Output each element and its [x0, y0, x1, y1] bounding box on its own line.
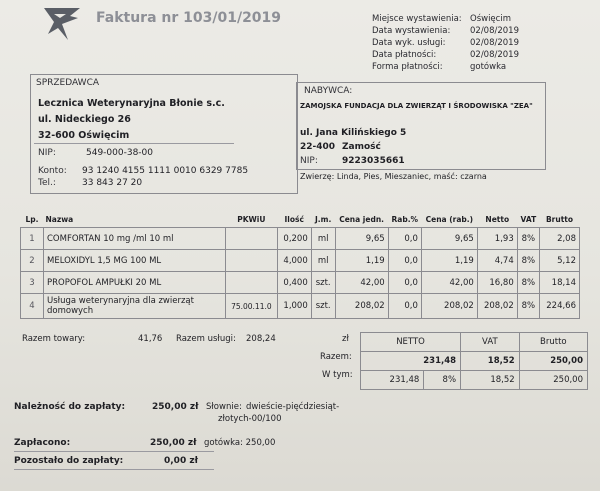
seller-city: 32-600 Oświęcim [38, 130, 130, 141]
seller-name: Lecznica Weterynaryjna Błonie s.c. [38, 98, 225, 109]
summary-header-row [361, 333, 588, 352]
buyer-animal-info: Zwierzę: Linda, Pies, Mieszaniec, maść: czarna [300, 172, 487, 181]
amount-due: 250,00 zł [152, 402, 199, 412]
col-price: Cena jedn. [335, 212, 388, 228]
seller-phone-label: Tel.: [38, 178, 56, 188]
row-price-disc: 9,65 [421, 228, 477, 250]
row-vat: 8% [517, 272, 539, 294]
row-gross: 18,14 [540, 272, 580, 294]
row-discount: 0,0 [388, 294, 421, 319]
row-price: 9,65 [335, 228, 388, 250]
row-price-disc: 1,19 [421, 250, 477, 272]
row-net: 1,93 [477, 228, 517, 250]
row-price-disc: 208,02 [421, 294, 477, 319]
seller-account-label: Konto: [38, 166, 67, 176]
paid-label: Zapłacono: [14, 438, 71, 448]
row-unit: ml [311, 228, 335, 250]
row-discount: 0,0 [388, 272, 421, 294]
buyer-nip-label: NIP: [300, 156, 318, 166]
row-lp: 4 [21, 294, 44, 319]
buyer-street: ul. Jana Kilińskiego 5 [300, 128, 407, 138]
summary-incl-row [361, 371, 588, 390]
row-lp: 2 [21, 250, 44, 272]
amount-words: dwieście-pięćdziesiąt- [246, 402, 340, 412]
seller-account: 93 1240 4155 1111 0010 6329 7785 [82, 166, 249, 176]
buyer-nip: 9223035661 [342, 156, 405, 166]
row-name-line1: Usługa weterynaryjna dla zwierząt [47, 296, 194, 306]
remaining-underline [14, 469, 214, 470]
seller-phone: 33 843 27 20 [82, 178, 143, 188]
paid-amount: 250,00 zł [150, 438, 197, 448]
meta-value-payment-form: gotówka [470, 62, 507, 72]
row-name: MELOXIDYL 1,5 MG 100 ML [44, 250, 226, 272]
meta-label-place: Miejsce wystawienia: [372, 14, 462, 24]
row-price: 1,19 [335, 250, 388, 272]
summary-incl-net: 231,48 [361, 371, 424, 390]
row-name [44, 294, 226, 319]
services-total-label: Razem usługi: [176, 334, 236, 344]
buyer-name: ZAMOJSKA FUNDACJA DLA ZWIERZĄT I ŚRODOWISKA "ZEA" [300, 102, 533, 110]
services-total: 208,24 [246, 334, 276, 344]
meta-value-service-date: 02/08/2019 [470, 38, 519, 48]
table-row [21, 294, 580, 319]
buyer-city: Zamość [342, 142, 381, 152]
row-qty: 0,400 [277, 272, 311, 294]
currency-label: zł [342, 334, 349, 344]
row-price: 208,02 [335, 294, 388, 319]
seller-heading: SPRZEDAWCA [36, 78, 100, 88]
row-qty: 0,200 [277, 228, 311, 250]
row-pkwiu [226, 228, 278, 250]
row-lp: 3 [21, 272, 44, 294]
summary-total-row [361, 352, 588, 371]
meta-value-place: Oświęcim [470, 14, 511, 24]
table-row [21, 228, 580, 250]
summary-col-vat: VAT [461, 333, 520, 352]
goods-total: 41,76 [138, 334, 163, 344]
row-gross: 2,08 [540, 228, 580, 250]
col-name: Nazwa [44, 212, 226, 228]
summary-col-net: NETTO [361, 333, 461, 352]
col-price-disc: Cena (rab.) [421, 212, 477, 228]
meta-value-payment-date: 02/08/2019 [470, 50, 519, 60]
row-gross: 224,66 [540, 294, 580, 319]
row-price: 42,00 [335, 272, 388, 294]
row-qty: 4,000 [277, 250, 311, 272]
meta-value-issue-date: 02/08/2019 [470, 26, 519, 36]
summary-incl-label: W tym: [322, 370, 353, 380]
row-discount: 0,0 [388, 228, 421, 250]
goods-total-label: Razem towary: [22, 334, 86, 344]
invoice-title: Faktura nr 103/01/2019 [96, 10, 282, 26]
table-row [21, 250, 580, 272]
summary-incl-vat: 18,52 [461, 371, 520, 390]
row-unit: szt. [311, 272, 335, 294]
row-price-disc: 42,00 [421, 272, 477, 294]
summary-incl-gross: 250,00 [519, 371, 587, 390]
row-vat: 8% [517, 294, 539, 319]
seller-nip: 549-000-38-00 [86, 148, 154, 158]
summary-total-label: Razem: [320, 352, 352, 362]
buyer-heading: NABYWCA: [304, 86, 353, 96]
paid-detail: gotówka: 250,00 [204, 438, 276, 448]
row-name: PROPOFOL AMPUŁKI 20 ML [44, 272, 226, 294]
row-net: 16,80 [477, 272, 517, 294]
row-net: 208,02 [477, 294, 517, 319]
row-name: COMFORTAN 10 mg /ml 10 ml [44, 228, 226, 250]
summary-total-gross: 250,00 [519, 352, 587, 371]
row-net: 4,74 [477, 250, 517, 272]
col-gross: Brutto [540, 212, 580, 228]
col-vat: VAT [517, 212, 539, 228]
remaining-amount: 0,00 zł [164, 456, 198, 466]
seller-nip-label: NIP: [38, 148, 56, 158]
row-vat: 8% [517, 250, 539, 272]
summary-total-net: 231,48 [361, 352, 461, 371]
meta-label-issue-date: Data wystawienia: [372, 26, 451, 36]
row-discount: 0,0 [388, 250, 421, 272]
amount-due-label: Należność do zapłaty: [14, 402, 126, 412]
row-gross: 5,12 [540, 250, 580, 272]
amount-words-label: Słownie: [206, 402, 242, 412]
items-header-row [21, 212, 580, 228]
paid-underline [14, 451, 214, 452]
amount-words-line2: złotych-00/100 [218, 414, 282, 424]
row-name-line2: domowych [47, 306, 94, 316]
summary-total-vat: 18,52 [461, 352, 520, 371]
meta-label-service-date: Data wyk. usługi: [372, 38, 446, 48]
meta-label-payment-date: Data płatności: [372, 50, 437, 60]
col-pkwiu: PKWiU [226, 212, 278, 228]
seller-street: ul. Nideckiego 26 [38, 114, 131, 125]
col-unit: J.m. [311, 212, 335, 228]
row-pkwiu: 75.00.11.0 [226, 294, 278, 319]
row-lp: 1 [21, 228, 44, 250]
table-row [21, 272, 580, 294]
col-discount: Rab.% [388, 212, 421, 228]
row-vat: 8% [517, 228, 539, 250]
col-qty: Ilość [277, 212, 311, 228]
buyer-postal-code: 22-400 [300, 142, 336, 152]
vat-summary-table [360, 332, 588, 390]
row-pkwiu [226, 272, 278, 294]
bird-logo-icon [40, 4, 84, 44]
summary-col-gross: Brutto [519, 333, 587, 352]
row-unit: szt. [311, 294, 335, 319]
remaining-label: Pozostało do zapłaty: [14, 456, 124, 466]
col-lp: Lp. [21, 212, 44, 228]
row-pkwiu [226, 250, 278, 272]
col-net: Netto [477, 212, 517, 228]
seller-divider [34, 143, 234, 144]
meta-label-payment-form: Forma płatności: [372, 62, 443, 72]
items-table [20, 212, 580, 319]
row-unit: ml [311, 250, 335, 272]
summary-incl-rate: 8% [424, 371, 461, 390]
row-qty: 1,000 [277, 294, 311, 319]
